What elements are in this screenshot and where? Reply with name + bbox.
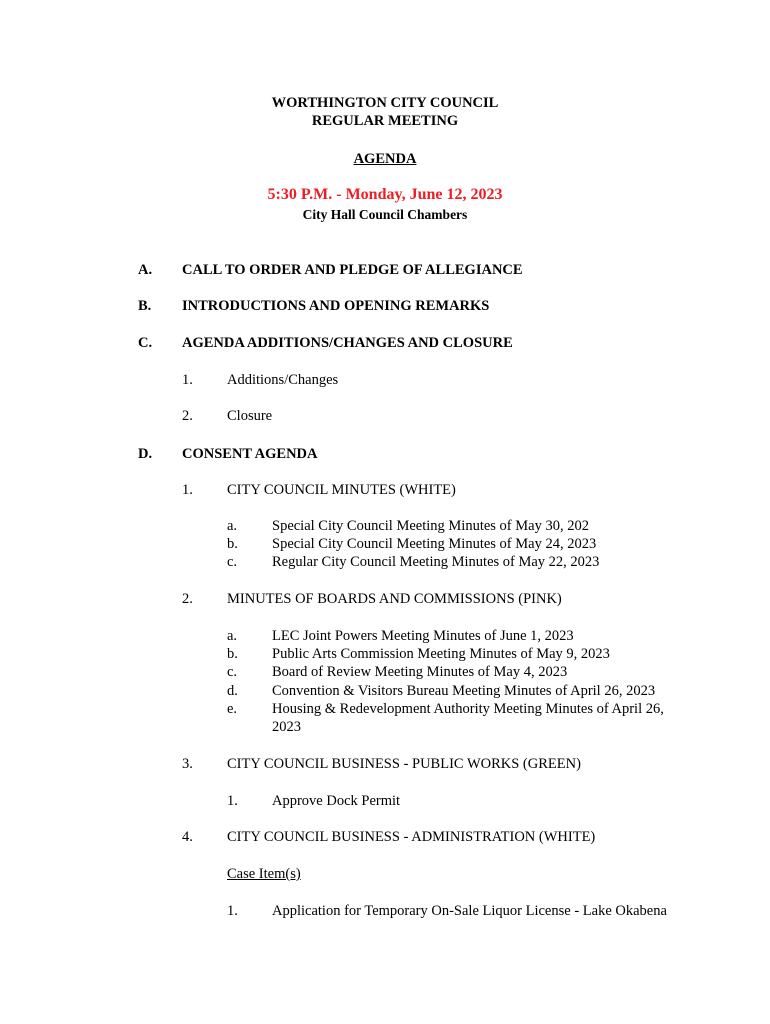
d2-sub-a-text: LEC Joint Powers Meeting Minutes of June 1, 2023 bbox=[272, 628, 574, 644]
d2-sub-c-text: Board of Review Meeting Minutes of May 4, 2023 bbox=[272, 664, 568, 680]
section-a-letter: A. bbox=[138, 262, 153, 278]
d1-sub-a-text: Special City Council Meeting Minutes of May 30, 202 bbox=[272, 518, 589, 534]
d-item-2-text: MINUTES OF BOARDS AND COMMISSIONS (PINK) bbox=[227, 591, 562, 607]
d1-sub-b-text: Special City Council Meeting Minutes of May 24, 2023 bbox=[272, 536, 597, 552]
d2-sub-d-text: Convention & Visitors Bureau Meeting Minutes of April 26, 2023 bbox=[272, 683, 656, 699]
d-item-4-num: 4. bbox=[182, 829, 193, 845]
meeting-datetime: 5:30 P.M. - Monday, June 12, 2023 bbox=[267, 186, 503, 203]
c-item-1-text: Additions/Changes bbox=[227, 372, 339, 388]
section-d-letter: D. bbox=[138, 446, 153, 462]
meeting-location: City Hall Council Chambers bbox=[302, 207, 468, 222]
d2-sub-b-text: Public Arts Commission Meeting Minutes of May 9, 2023 bbox=[272, 646, 610, 662]
d2-sub-e-letter: e. bbox=[227, 701, 238, 717]
d1-sub-c-letter: c. bbox=[227, 554, 238, 570]
d3-sub-1-num: 1. bbox=[227, 793, 238, 809]
c-item-2-num: 2. bbox=[182, 408, 193, 424]
section-b-letter: B. bbox=[138, 298, 152, 314]
d-item-1-text: CITY COUNCIL MINUTES (WHITE) bbox=[227, 482, 456, 498]
section-c-title: AGENDA ADDITIONS/CHANGES AND CLOSURE bbox=[182, 335, 513, 351]
d4-sub-1-num: 1. bbox=[227, 903, 238, 919]
d2-sub-d-letter: d. bbox=[227, 683, 238, 699]
d-item-4-text: CITY COUNCIL BUSINESS - ADMINISTRATION (WHITE) bbox=[227, 829, 596, 845]
meeting-type: REGULAR MEETING bbox=[311, 113, 459, 129]
c-item-1-num: 1. bbox=[182, 372, 193, 388]
d2-sub-b-letter: b. bbox=[227, 646, 238, 662]
section-d-title: CONSENT AGENDA bbox=[182, 446, 318, 462]
d1-sub-b-letter: b. bbox=[227, 536, 238, 552]
c-item-2-text: Closure bbox=[227, 408, 273, 424]
d-item-3-num: 3. bbox=[182, 756, 193, 772]
d2-sub-c-letter: c. bbox=[227, 664, 238, 680]
d-item-2-num: 2. bbox=[182, 591, 193, 607]
d1-sub-c-text: Regular City Council Meeting Minutes of May 22, 2023 bbox=[272, 554, 600, 570]
council-name: WORTHINGTON CITY COUNCIL bbox=[271, 95, 499, 111]
d-item-1-num: 1. bbox=[182, 482, 193, 498]
d4-sub-1-text: Application for Temporary On-Sale Liquor License - Lake Okabena bbox=[272, 903, 667, 919]
d2-sub-a-letter: a. bbox=[227, 628, 238, 644]
d-item-3-text: CITY COUNCIL BUSINESS - PUBLIC WORKS (GREEN) bbox=[227, 756, 581, 772]
section-b-title: INTRODUCTIONS AND OPENING REMARKS bbox=[182, 298, 490, 314]
d3-sub-1-text: Approve Dock Permit bbox=[272, 793, 401, 809]
d1-sub-a-letter: a. bbox=[227, 518, 238, 534]
d2-sub-e-text: Housing & Redevelopment Authority Meeting Minutes of April 26, bbox=[272, 701, 664, 717]
section-a-title: CALL TO ORDER AND PLEDGE OF ALLEGIANCE bbox=[182, 262, 523, 278]
d2-sub-e-text-cont: 2023 bbox=[272, 719, 301, 735]
document-title: AGENDA bbox=[353, 151, 417, 167]
section-c-letter: C. bbox=[138, 335, 153, 351]
case-items-label: Case Item(s) bbox=[227, 866, 301, 882]
